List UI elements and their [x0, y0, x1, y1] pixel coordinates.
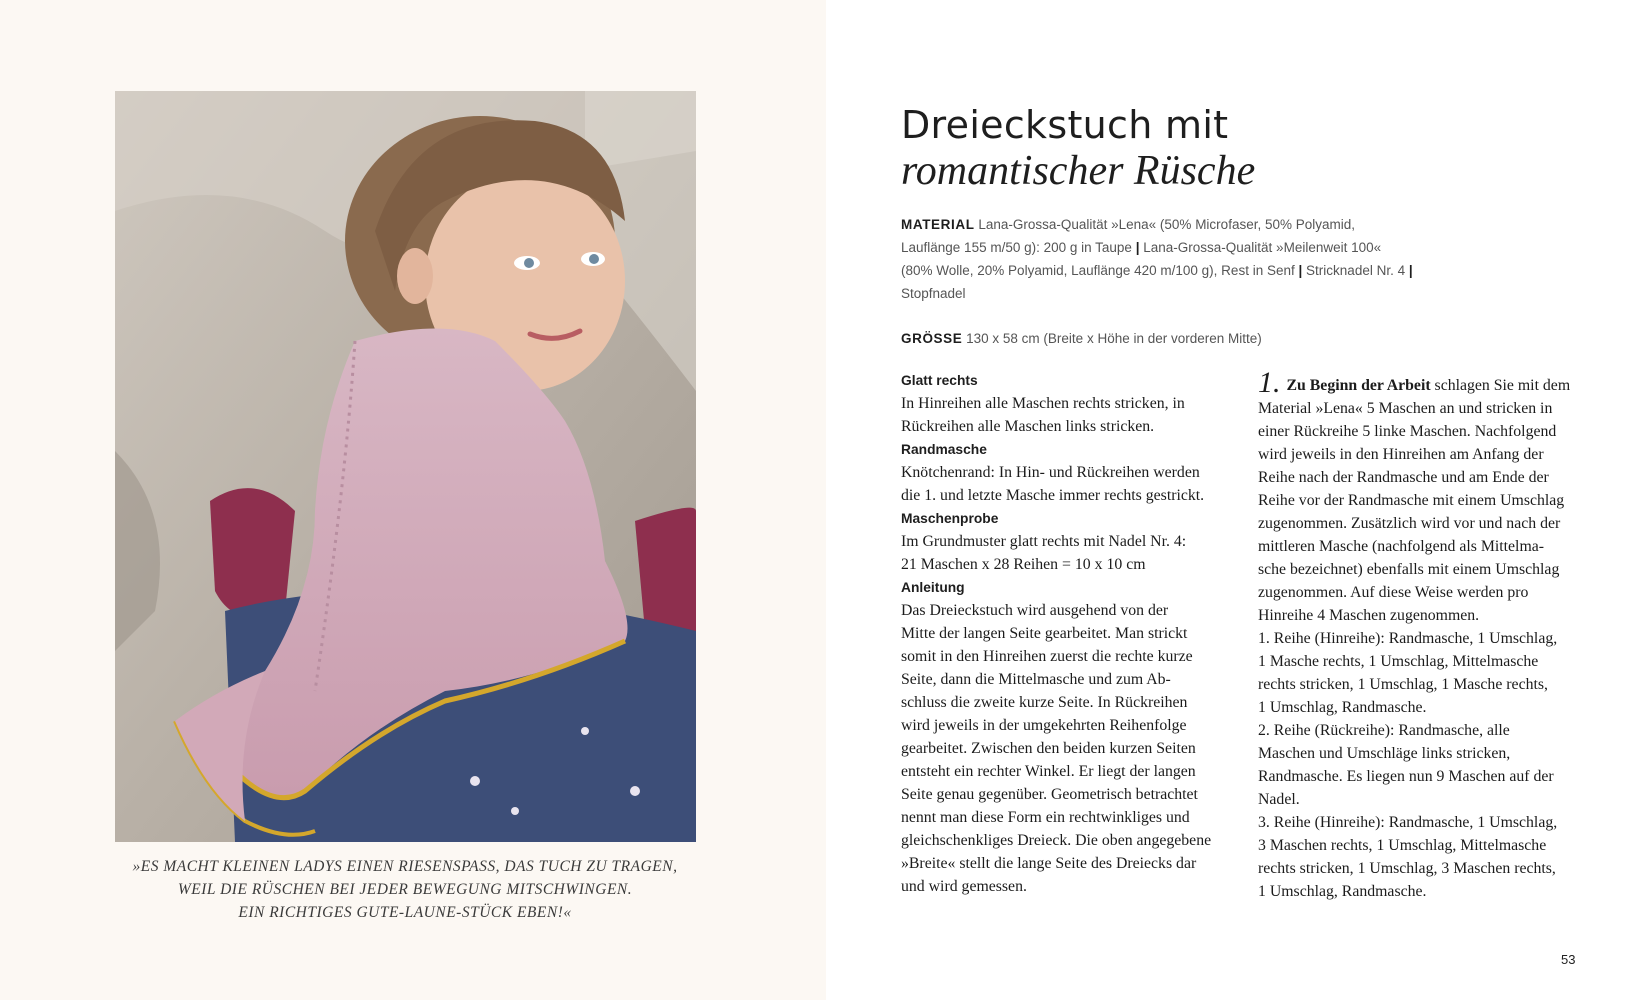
dress-flower [581, 727, 589, 735]
text-line: Reihe nach der Randmasche und am Ende der [1258, 469, 1549, 486]
dress-flower [630, 786, 640, 796]
text-line: somit in den Hinreihen zuerst die rechte kurze [901, 648, 1193, 665]
step-lead: Zu Beginn der Arbeit [1286, 377, 1431, 394]
dress-flower [470, 776, 480, 786]
text-line: rechts stricken, 1 Umschlag, 1 Masche rechts, [1258, 676, 1548, 693]
text-line: und wird gemessen. [901, 878, 1027, 895]
material-line [901, 282, 1461, 305]
iris-left [524, 258, 534, 268]
material-text: (80% Wolle, 20% Polyamid, Lauflänge 420 m/100 g), Rest in Senf [901, 263, 1295, 278]
text-line: Das Dreieckstuch wird ausgehend von der [901, 602, 1169, 619]
text-line: gleichschenkliges Dreieck. Die oben angegebene [901, 832, 1212, 849]
text-line: gearbeitet. Zwischen den beiden kurzen Seiten [901, 740, 1196, 757]
photo-girl-with-shawl [115, 91, 696, 842]
leg-left [210, 488, 295, 618]
separator: | [1135, 240, 1140, 255]
text-line: mittleren Masche (nachfolgend als Mittelma- [1258, 538, 1545, 555]
text-line: Nadel. [1258, 791, 1300, 808]
text-line: zugenommen. Auf diese Weise werden pro [1258, 584, 1529, 601]
ear [397, 248, 433, 304]
heading-maschenprobe: Maschenprobe [901, 511, 999, 526]
text-line: nennt man diese Form ein rechtwinkliges und [901, 809, 1190, 826]
text-line: Rückreihen alle Maschen links stricken. [901, 418, 1155, 435]
caption-line: EIN RICHTIGES GUTE-LAUNE-STÜCK EBEN!« [238, 904, 572, 921]
text-line: Seite genau gegenüber. Geometrisch betrachtet [901, 786, 1198, 803]
leg-right [635, 508, 696, 631]
material-text: Stricknadel Nr. 4 [1306, 263, 1406, 278]
separator: | [1408, 263, 1413, 278]
material-line [901, 259, 1461, 282]
material-text: Stopfnadel [901, 286, 966, 301]
text-line: Mitte der langen Seite gearbeitet. Man strickt [901, 625, 1188, 642]
photo-caption [100, 855, 710, 924]
text-line: wird jeweils in den Hinreihen am Anfang der [1258, 446, 1544, 463]
caption-line: WEIL DIE RÜSCHEN BEI JEDER BEWEGUNG MITSCHWINGEN. [177, 881, 633, 898]
text-line: Randmasche. Es liegen nun 9 Maschen auf der [1258, 768, 1554, 785]
text-line: Material »Lena« 5 Maschen an und stricken in [1258, 400, 1553, 417]
text-line: entsteht ein rechter Winkel. Er liegt der langen [901, 763, 1196, 780]
text-line: sche bezeichnet) ebenfalls mit einem Umschlag [1258, 561, 1560, 578]
material-text: Lana-Grossa-Qualität »Meilenweit 100« [1143, 240, 1382, 255]
material-section [901, 213, 1461, 305]
text-line: 1 Umschlag, Randmasche. [1258, 883, 1427, 900]
text-line: 1 Umschlag, Randmasche. [1258, 699, 1427, 716]
text-line: In Hinreihen alle Maschen rechts stricken, in [901, 395, 1185, 412]
text-line: wird jeweils in der umgekehrten Reihenfolge [901, 717, 1187, 734]
photo-illustration [115, 91, 696, 842]
heading-glatt-rechts: Glatt rechts [901, 373, 978, 388]
heading-anleitung: Anleitung [901, 580, 965, 595]
text-line: 1. Reihe (Hinreihe): Randmasche, 1 Umschlag, [1258, 630, 1558, 647]
text-line: Hinreihe 4 Maschen zugenommen. [1258, 607, 1480, 624]
size-label: GRÖSSE [901, 331, 963, 346]
page-title [901, 102, 1601, 194]
text-line: zugenommen. Zusätzlich wird vor und nach der [1258, 515, 1561, 532]
text-line: 3. Reihe (Hinreihe): Randmasche, 1 Umschlag, [1258, 814, 1558, 831]
text-line: Reihe vor der Randmasche mit einem Umschlag [1258, 492, 1565, 509]
text-line: Maschen und Umschläge links stricken, [1258, 745, 1511, 762]
size-text: 130 x 58 cm (Breite x Höhe in der vorderen Mitte) [966, 331, 1262, 346]
text-line: Im Grundmuster glatt rechts mit Nadel Nr. 4: [901, 533, 1187, 550]
instructions-left-column [901, 369, 1231, 898]
text-line: die 1. und letzte Masche immer rechts gestrickt. [901, 487, 1205, 504]
page-number: 53 [1561, 952, 1576, 967]
text-line: Knötchenrand: In Hin- und Rückreihen werden [901, 464, 1200, 481]
separator: | [1298, 263, 1303, 278]
dress-flower [511, 807, 519, 815]
text-line: 3 Maschen rechts, 1 Umschlag, Mittelmasche [1258, 837, 1547, 854]
title-line-1: Dreieckstuch mit [901, 103, 1229, 147]
text-line: Seite, dann die Mittelmasche und zum Ab- [901, 671, 1171, 688]
text-line: 21 Maschen x 28 Reihen = 10 x 10 cm [901, 556, 1146, 573]
heading-randmasche: Randmasche [901, 442, 987, 457]
size-section [901, 327, 1461, 350]
material-text: Lana-Grossa-Qualität »Lena« (50% Microfaser, 50% Polyamid, [978, 217, 1356, 232]
text-line: einer Rückreihe 5 linke Maschen. Nachfolgend [1258, 423, 1557, 440]
material-line [901, 213, 1461, 236]
step-number: 1. [1258, 366, 1281, 399]
text-line: 2. Reihe (Rückreihe): Randmasche, alle [1258, 722, 1510, 739]
text-line: »Breite« stellt die lange Seite des Dreiecks dar [901, 855, 1197, 872]
step-1-first-line [1258, 366, 1588, 399]
text-line: schluss die zweite kurze Seite. In Rückreihen [901, 694, 1188, 711]
text-line: rechts stricken, 1 Umschlag, 3 Maschen rechts, [1258, 860, 1556, 877]
material-line [901, 236, 1461, 259]
material-label: MATERIAL [901, 217, 975, 232]
text-line: schlagen Sie mit dem [1430, 377, 1571, 394]
iris-right [589, 254, 599, 264]
caption-line: »ES MACHT KLEINEN LADYS EINEN RIESENSPASS, DAS TUCH ZU TRAGEN, [132, 858, 678, 875]
material-text: Lauflänge 155 m/50 g): 200 g in Taupe [901, 240, 1132, 255]
instructions-right-column [1258, 366, 1588, 903]
text-line: 1 Masche rechts, 1 Umschlag, Mittelmasche [1258, 653, 1539, 670]
title-line-2: romantischer Rüsche [901, 148, 1256, 194]
